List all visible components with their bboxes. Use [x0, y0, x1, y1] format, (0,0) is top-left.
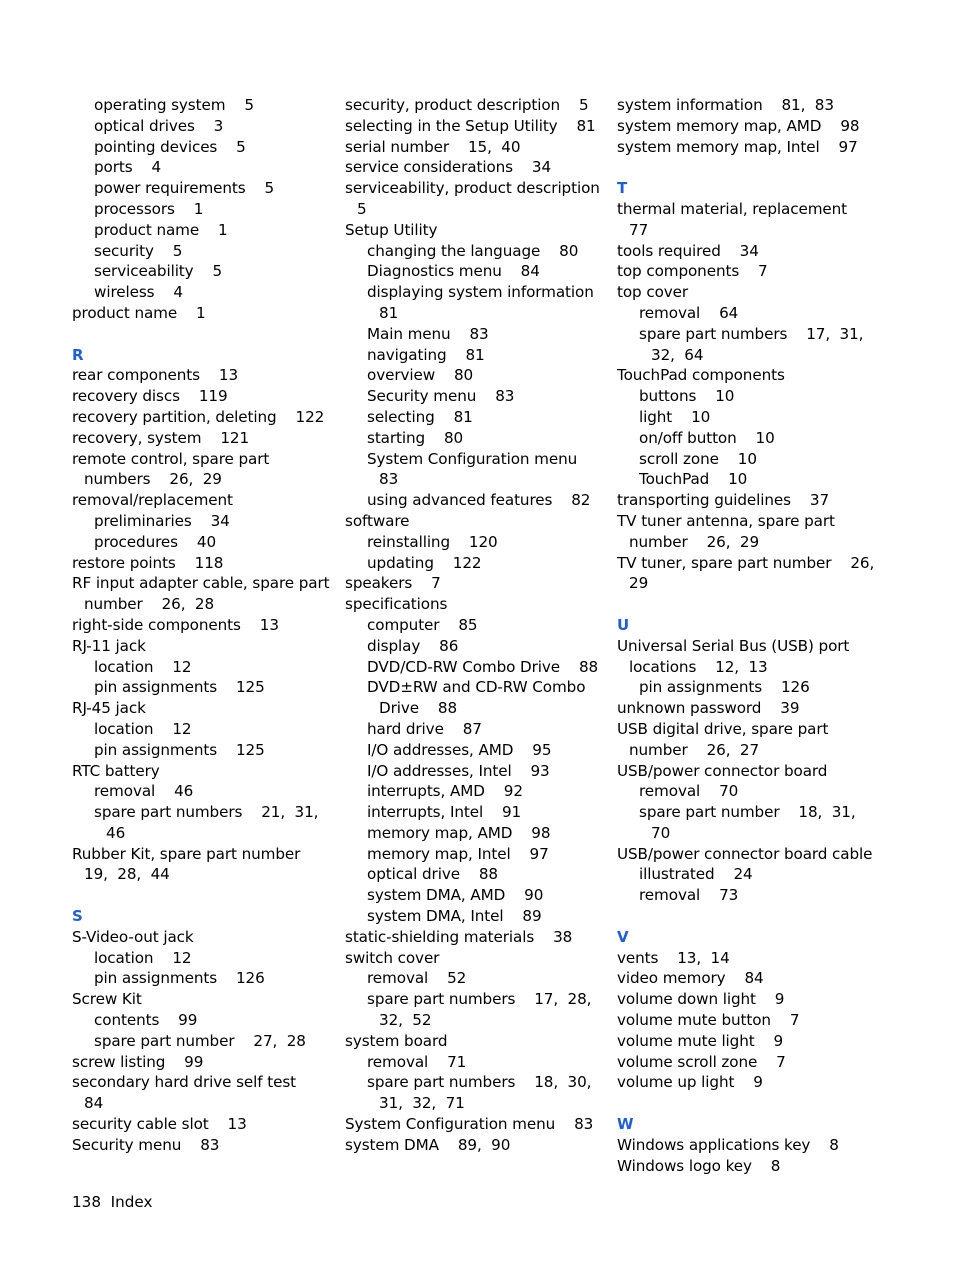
index-subentry	[345, 490, 607, 511]
index-entry	[617, 116, 879, 137]
index-entry-text: USB digital drive, spare part number 26, 27	[617, 719, 834, 759]
index-entry-text: illustrated 24	[639, 865, 753, 884]
index-entry	[345, 511, 607, 532]
index-entry-text: hard drive 87	[367, 719, 482, 738]
index-entry-text: reinstalling 120	[367, 532, 498, 551]
index-entry-text: ports 4	[94, 158, 162, 177]
index-entry	[72, 1052, 334, 1073]
index-entry-text: preliminaries 34	[94, 511, 230, 530]
index-entry	[617, 1072, 879, 1093]
index-subentry	[72, 116, 334, 137]
index-entry-text: System Configuration menu 83	[345, 1115, 594, 1134]
index-column-3	[617, 95, 879, 1176]
index-subentry	[345, 906, 607, 927]
index-subentry	[72, 511, 334, 532]
index-entry-text: spare part number 27, 28	[94, 1031, 306, 1050]
index-entry-text: USB/power connector board	[617, 761, 828, 780]
index-subentry	[72, 137, 334, 158]
index-entry-text: location 12	[94, 948, 192, 967]
index-entry-text: recovery discs 119	[72, 387, 228, 406]
page-footer	[72, 1192, 152, 1212]
index-subentry	[345, 1072, 607, 1114]
index-entry-text: Setup Utility	[345, 220, 438, 239]
index-subentry	[345, 407, 607, 428]
index-entry-text: RTC battery	[72, 761, 160, 780]
index-entry-text: interrupts, Intel 91	[367, 803, 522, 822]
index-entry-text: pin assignments 126	[94, 969, 265, 988]
index-subentry	[345, 968, 607, 989]
index-entry-text: processors 1	[94, 199, 204, 218]
index-entry-text: system DMA 89, 90	[345, 1135, 511, 1154]
index-entry-text: Security menu 83	[367, 387, 515, 406]
index-entry-text: spare part numbers 18, 30, 31, 32, 71	[367, 1073, 597, 1113]
index-entry	[345, 137, 607, 158]
index-subentry	[345, 781, 607, 802]
index-entry-text: video memory 84	[617, 969, 764, 988]
index-entry-text: memory map, AMD 98	[367, 823, 551, 842]
index-entry-text: Main menu 83	[367, 324, 489, 343]
index-entry	[617, 948, 879, 969]
index-subentry	[617, 303, 879, 324]
index-entry-text: system information 81, 83	[617, 96, 834, 114]
index-entry-text: removal 70	[639, 782, 739, 801]
index-subentry	[72, 968, 334, 989]
index-entry-text: volume scroll zone 7	[617, 1052, 786, 1071]
index-entry-text: system board	[345, 1031, 448, 1050]
index-entry-text: system memory map, AMD 98	[617, 116, 860, 135]
index-entry-text: displaying system information 81	[367, 283, 613, 322]
index-subentry	[345, 719, 607, 740]
index-subentry	[617, 781, 879, 802]
index-entry	[345, 927, 607, 948]
index-entry	[345, 948, 607, 969]
index-subentry	[345, 553, 607, 574]
index-entry-text: static-shielding materials 38	[345, 927, 573, 946]
index-entry	[617, 844, 879, 865]
index-entry	[72, 1135, 334, 1156]
index-subentry	[72, 802, 334, 844]
index-letter-heading: W	[617, 1115, 634, 1134]
index-subentry	[617, 428, 879, 449]
index-letter-heading: S	[72, 907, 83, 926]
index-entry-text: thermal material, replacement 77	[617, 199, 866, 239]
index-entry-text: interrupts, AMD 92	[367, 782, 523, 801]
index-entry-text: unknown password 39	[617, 699, 800, 718]
index-entry-text: remote control, spare part numbers 26, 29	[72, 449, 274, 489]
index-entry	[72, 407, 334, 428]
index-subentry	[72, 95, 334, 116]
index-entry-text: Windows applications key 8	[617, 1135, 839, 1154]
index-entry-text: system memory map, Intel 97	[617, 137, 858, 156]
index-entry	[617, 1135, 879, 1156]
index-entry-text: pin assignments 125	[94, 740, 265, 759]
index-entry	[617, 282, 879, 303]
index-entry-text: location 12	[94, 719, 192, 738]
index-entry	[345, 573, 607, 594]
index-subentry	[345, 345, 607, 366]
index-entry-text: volume mute light 9	[617, 1031, 784, 1050]
index-subentry	[617, 802, 879, 844]
footer-section-title: Index	[110, 1193, 153, 1211]
index-entry-text: removal 73	[639, 886, 739, 905]
index-entry-text: USB/power connector board cable	[617, 844, 873, 863]
index-entry-text: serviceability 5	[94, 262, 223, 281]
index-subentry	[345, 823, 607, 844]
index-column-2	[345, 95, 619, 1156]
index-subentry	[345, 386, 607, 407]
index-entry-text: scroll zone 10	[639, 449, 757, 468]
index-entry-text: RJ-11 jack	[72, 636, 146, 655]
index-entry-text: removal 64	[639, 303, 739, 322]
index-subentry	[345, 740, 607, 761]
index-entry-text: Security menu 83	[72, 1135, 220, 1154]
index-entry	[72, 490, 334, 511]
index-entry-text: DVD±RW and CD-RW Combo Drive 88	[367, 678, 591, 718]
index-subentry	[345, 324, 607, 345]
index-subentry	[345, 657, 607, 678]
index-entry	[617, 241, 879, 262]
index-entry-text: recovery, system 121	[72, 428, 250, 447]
index-subentry	[72, 282, 334, 303]
index-entry	[617, 365, 879, 386]
index-entry-text: spare part numbers 17, 31, 32, 64	[639, 324, 869, 364]
index-entry	[72, 698, 334, 719]
index-subentry	[345, 636, 607, 657]
index-entry	[617, 1010, 879, 1031]
index-subentry	[345, 989, 607, 1031]
index-entry	[617, 261, 879, 282]
index-entry-text: spare part numbers 21, 31, 46	[94, 803, 324, 842]
index-subentry	[617, 885, 879, 906]
index-entry-text: spare part number 18, 31, 70	[639, 803, 861, 842]
index-entry	[345, 95, 607, 116]
index-subentry	[345, 864, 607, 885]
index-subentry	[617, 386, 879, 407]
index-entry	[72, 927, 334, 948]
index-entry	[72, 636, 334, 657]
index-entry	[617, 490, 879, 511]
index-letter-heading: R	[72, 345, 84, 364]
index-subentry	[72, 948, 334, 969]
index-entry-text: service considerations 34	[345, 158, 552, 177]
index-entry-text: updating 122	[367, 553, 482, 572]
index-subentry	[345, 282, 613, 324]
index-entry-text: navigating 81	[367, 345, 485, 364]
index-entry-text: pin assignments 125	[94, 678, 265, 697]
index-subentry	[617, 324, 879, 366]
index-entry-text: display 86	[367, 636, 459, 655]
index-entry-text: transporting guidelines 37	[617, 491, 830, 510]
index-subentry	[72, 532, 334, 553]
index-subentry	[345, 615, 607, 636]
index-subentry	[72, 220, 334, 241]
index-entry-text: switch cover	[345, 948, 440, 967]
index-subentry	[345, 1052, 607, 1073]
index-entry-text: Universal Serial Bus (USB) port locations 12, 13	[617, 636, 855, 676]
index-subentry	[345, 532, 607, 553]
index-entry-text: overview 80	[367, 366, 474, 385]
index-letter-heading: U	[617, 615, 630, 634]
index-entry	[617, 719, 879, 761]
index-entry	[617, 95, 879, 116]
index-entry-text: right-side components 13	[72, 615, 279, 634]
index-entry-text: volume mute button 7	[617, 1011, 800, 1030]
index-entry	[617, 636, 879, 678]
index-subentry	[72, 781, 334, 802]
index-entry-text: removal/replacement	[72, 491, 233, 510]
index-entry-text: RF input adapter cable, spare part number 26, 28	[72, 574, 335, 614]
index-entry-text: top cover	[617, 283, 689, 302]
index-entry-text: serviceability, product description 5	[345, 179, 619, 218]
index-entry-text: removal 46	[94, 782, 194, 801]
index-entry	[345, 1114, 607, 1135]
index-entry-text: Screw Kit	[72, 990, 142, 1009]
index-subentry	[345, 428, 607, 449]
index-entry-text: volume down light 9	[617, 990, 785, 1009]
index-entry	[345, 1031, 607, 1052]
index-entry-text: starting 80	[367, 428, 464, 447]
index-entry	[617, 698, 879, 719]
index-entry	[345, 594, 607, 615]
index-entry	[72, 1114, 334, 1135]
index-entry	[617, 511, 879, 553]
index-entry	[617, 968, 879, 989]
index-entry-text: recovery partition, deleting 122	[72, 407, 325, 426]
index-entry-text: security cable slot 13	[72, 1115, 247, 1134]
index-entry-text: selecting in the Setup Utility 81	[345, 116, 596, 135]
index-entry-text: location 12	[94, 657, 192, 676]
index-entry	[617, 199, 879, 241]
index-subentry	[72, 241, 334, 262]
index-entry	[72, 428, 334, 449]
index-subentry	[617, 469, 879, 490]
index-entry-text: specifications	[345, 595, 448, 614]
index-entry	[72, 989, 334, 1010]
index-entry-text: Windows logo key 8	[617, 1156, 781, 1175]
index-subentry	[72, 1031, 334, 1052]
index-entry-text: optical drive 88	[367, 865, 498, 884]
index-entry	[345, 116, 607, 137]
index-entry	[617, 761, 879, 782]
index-entry	[617, 989, 879, 1010]
page-number: 138	[72, 1193, 101, 1211]
index-entry	[72, 573, 334, 615]
index-entry-text: buttons 10	[639, 387, 735, 406]
index-subentry	[345, 449, 607, 491]
index-entry	[72, 386, 334, 407]
index-subentry	[72, 677, 334, 698]
index-entry-text: restore points 118	[72, 553, 224, 572]
index-entry-text: top components 7	[617, 262, 768, 281]
index-subentry	[345, 241, 607, 262]
index-entry-text: removal 52	[367, 969, 467, 988]
index-entry-text: speakers 7	[345, 574, 441, 593]
index-entry-text: changing the language 80	[367, 241, 579, 260]
index-entry	[72, 303, 334, 324]
index-subentry	[345, 261, 607, 282]
index-entry-text: product name 1	[94, 220, 228, 239]
index-entry-text: product name 1	[72, 303, 206, 322]
index-entry-text: Diagnostics menu 84	[367, 262, 540, 281]
index-entry-text: TV tuner antenna, spare part number 26, 29	[617, 511, 840, 551]
index-column-1	[72, 95, 334, 1156]
index-entry	[72, 365, 334, 386]
index-entry	[617, 553, 879, 595]
index-entry-text: I/O addresses, AMD 95	[367, 740, 552, 759]
index-entry-text: wireless 4	[94, 283, 183, 302]
index-entry	[72, 1072, 334, 1114]
index-subentry	[72, 657, 334, 678]
index-entry-text: memory map, Intel 97	[367, 844, 549, 863]
index-entry-text: security 5	[94, 241, 183, 260]
index-entry-text: selecting 81	[367, 407, 473, 426]
index-subentry	[72, 178, 334, 199]
index-entry-text: secondary hard drive self test 84	[72, 1073, 315, 1113]
index-entry-text: procedures 40	[94, 532, 217, 551]
index-entry-text: operating system 5	[94, 96, 254, 114]
index-entry-text: system DMA, AMD 90	[367, 886, 544, 905]
index-subentry	[617, 677, 879, 698]
index-subentry	[617, 407, 879, 428]
index-subentry	[72, 1010, 334, 1031]
index-subentry	[345, 677, 607, 719]
index-entry-text: vents 13, 14	[617, 948, 730, 967]
index-entry-text: on/off button 10	[639, 428, 775, 447]
index-entry-text: removal 71	[367, 1052, 467, 1071]
index-entry	[72, 761, 334, 782]
index-entry-text: TouchPad 10	[639, 470, 748, 489]
index-entry-text: using advanced features 82	[367, 491, 591, 510]
index-entry-text: optical drives 3	[94, 116, 224, 135]
index-entry	[345, 178, 619, 220]
index-entry-text: software	[345, 511, 410, 530]
index-entry-text: light 10	[639, 407, 711, 426]
index-entry	[345, 220, 607, 241]
index-subentry	[72, 199, 334, 220]
index-entry	[72, 615, 334, 636]
index-entry	[72, 449, 334, 491]
index-entry-text: TouchPad components	[617, 366, 785, 385]
index-entry-text: volume up light 9	[617, 1073, 763, 1092]
index-entry-text: rear components 13	[72, 366, 239, 385]
index-subentry	[345, 885, 607, 906]
index-entry	[72, 553, 334, 574]
index-entry-text: contents 99	[94, 1011, 198, 1030]
index-entry-text: system DMA, Intel 89	[367, 907, 542, 926]
index-entry	[345, 1135, 607, 1156]
index-entry-text: computer 85	[367, 615, 478, 634]
index-entry	[617, 137, 879, 158]
index-subentry	[72, 740, 334, 761]
index-entry	[72, 844, 334, 886]
index-entry-text: tools required 34	[617, 241, 759, 260]
index-entry-text: security, product description 5	[345, 96, 589, 114]
index-entry-text: RJ-45 jack	[72, 699, 146, 718]
index-entry-text: DVD/CD-RW Combo Drive 88	[367, 657, 599, 676]
index-subentry	[345, 365, 607, 386]
index-entry	[617, 1156, 879, 1177]
index-subentry	[345, 844, 607, 865]
index-entry-text: screw listing 99	[72, 1052, 204, 1071]
index-subentry	[617, 449, 879, 470]
index-entry-text: pointing devices 5	[94, 137, 246, 156]
index-subentry	[617, 864, 879, 885]
index-entry-text: power requirements 5	[94, 179, 275, 198]
index-entry-text: S-Video-out jack	[72, 927, 194, 946]
index-entry	[617, 1052, 879, 1073]
index-entry-text: pin assignments 126	[639, 678, 810, 697]
index-subentry	[345, 802, 607, 823]
index-subentry	[72, 719, 334, 740]
index-subentry	[72, 157, 334, 178]
index-letter-heading: V	[617, 927, 629, 946]
index-entry-text: serial number 15, 40	[345, 137, 521, 156]
index-entry	[617, 1031, 879, 1052]
index-subentry	[345, 761, 607, 782]
index-entry-text: spare part numbers 17, 28, 32, 52	[367, 990, 597, 1030]
index-subentry	[72, 261, 334, 282]
index-entry-text: TV tuner, spare part number 26, 29	[617, 553, 879, 593]
index-entry-text: Rubber Kit, spare part number 19, 28, 44	[72, 844, 320, 884]
index-entry-text: I/O addresses, Intel 93	[367, 761, 550, 780]
index-letter-heading: T	[617, 179, 628, 198]
index-entry-text: System Configuration menu 83	[367, 449, 597, 489]
index-entry	[345, 157, 607, 178]
